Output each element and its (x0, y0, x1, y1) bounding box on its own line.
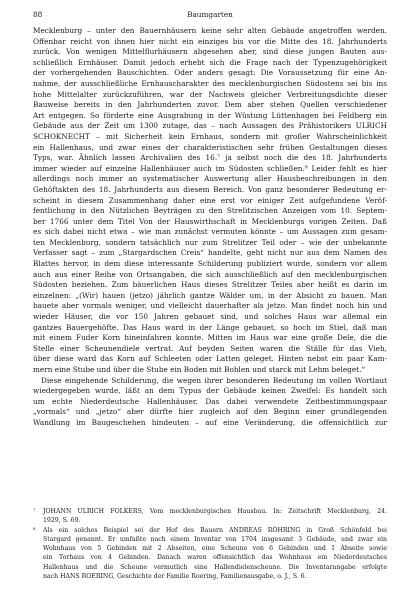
footnote-line (33, 535, 387, 544)
footnote-mark: ⁷ (33, 508, 36, 515)
body-line: wiedergegeben wurde, läßt an dem Typus der Gebäude keinen Zweifel: Es handelt sich (33, 386, 387, 396)
body-line: Gebäude aus der Zeit um 1300 zutage, das – nach Aussagen des Prähistorikers ULRICH (33, 121, 387, 131)
body-line: gantzes Bauergehöfte. Das Haus ward in der Länge gebauet, so hoch im Stiel, daß man (33, 322, 387, 332)
footnote-line (33, 526, 387, 535)
footnote-line (33, 516, 387, 525)
footnote-text: JOHANN ULRICH FOLKERS, Vom mecklenburgischen Hausbau. In: Zeitschrift Mecklenburg, 24. (43, 508, 387, 515)
footnote-text: Wohnhaus von 5 Gebinden mit 2 Abseiten, eine Scheune von 6 Gebinden und 1 Abseite sowie (43, 545, 387, 553)
body-line: Stelle einer Scheunendiele vertrat. Auf beyden Seiten waren die Ställe für das Vieh, (33, 343, 387, 353)
body-line: Diese eingehende Schilderung, die wegen ihrer besonderen Bedeutung im vollen Wortlaut (41, 375, 387, 385)
footnotes (33, 507, 387, 581)
page-header (33, 10, 387, 22)
footnote-line (33, 553, 387, 562)
body-line: mern eine Stube und über die Stube ein Boden mit Bohlen und starck mit Lehm beleget.“ (33, 365, 366, 374)
footnote-text: ein Torhaus von 4 Gebinden. Danach waren offensichtlich das Wohnhaus ein Niederdeutsches (43, 554, 387, 562)
body-line: einzelnen: „(Wir) hauen (jetzo) jährlich gantze Wälder um, in der Absicht zu bauen. Man (33, 290, 387, 300)
footnote-text: Als ein solches Beispiel sei der Hof des Bauern ANDREAS RÖHRING in Groß Schönfeld bei (43, 526, 387, 534)
footnote-text: Hallenhaus und die Scheune vermutlich eine Hallendielenscheune. Die Inventarangabe erfolgte (43, 563, 387, 571)
running-head: Baumgarten (187, 10, 233, 19)
footnote-text: Stargard genannt. Er umfaßte nach einem Inventar von 1704 insgesamt 3 Gebäude, und zwar ein (43, 535, 387, 543)
body-line: Gehöftakten des 18. Jahrhunderts aus diesem Bereich. Von ganz besonderer Bedeutung er- (33, 184, 387, 194)
body-line: zurück. Von wenigen Mittelflurhäusern abgesehen aber, sind diese jungen Bauten aus- (33, 47, 387, 57)
body-line: SCHOKNECHT – mit Sicherheit kein Ernhaus, sondern mit großer Wahrscheinlichkeit (33, 131, 387, 141)
body-line: schließlich Ernhäuser. Damit jedoch erhebt sich die Frage nach der Typenzugehörigkeit (33, 57, 387, 67)
body-line: ten Mecklenburg, sondern tatsächlich nur zum Strelitzer Teil oder – wie der unbekannte (33, 237, 387, 247)
footnote-line (33, 563, 387, 572)
body-line: Verfasser sagt – zum „Stargardschen Creis“ handelte, geht nicht nur aus dem Namen des (33, 248, 387, 258)
body-line: wieder Häuser, die vor 150 Jahren gebauet sind, und solches Haus war allemal ein (33, 312, 387, 322)
body-line: ein Hallenhaus, und zwar eines der charakteristischen sehr frühen Gestaltungen dieses (33, 142, 387, 152)
body-line: „vormals“ und „jetzo“ aber dürfte hier zugleich auf den Beginn einer grundlegenden (33, 407, 387, 417)
body-line: Offenbar reicht von ihnen hier nicht ein einziges bis vor die Mitte des 18. Jahrhunderts (33, 36, 387, 46)
body-line: scheint in diesem Zusammenhang daher eine erst vor einiger Zeit aufgefundene Veröf- (33, 195, 387, 205)
body-line: nahme, der ausschließliche Ernhauscharakter des mecklenburgischen Südostens sei bis ins (33, 78, 387, 88)
footnote-text: nach HANS ROERING, Geschichte der Familie Roering, Familienausgabe, o. J., S. 6. (43, 573, 307, 581)
page-number: 88 (33, 10, 43, 19)
body-line: Bauweise bereits in den Jahrhunderten zuvor. Dem aber stehen Quellen verschiedener (33, 100, 387, 110)
footnote-line (33, 572, 387, 581)
footnote-text: 1929, S. 69. (43, 517, 81, 525)
body-line: Wandlung im Baugeschehen hindeuten – auf eine Veränderung, die offensichtlich zur (33, 417, 387, 427)
body-line: bauete aber vormals weniger, und vielleicht dauerhafter als jetzo. Man findet noch hin und (33, 301, 387, 311)
body-text (33, 26, 387, 429)
body-line: ber 1766 unter dem Titel Von der Hauswirthschaft in Mecklenburgs vorigen Zeiten. Daß (33, 216, 387, 226)
body-line: Südosten beziehen. Zum bäuerlichen Haus dieses Strelitzer Teiles aber heißt es darin im (33, 280, 387, 290)
body-line: über diese ward das Korn auf Schleeten oder Latten geleget. Hinten nebst ein paar Kam- (33, 354, 387, 364)
body-line: auch aus einer Reihe von Ortsangaben, die sich ausschließlich auf den mecklenburgischen (33, 269, 387, 279)
body-line: Blattes hervor, in dem diese interessante Schilderung publiziert wurde, sondern vor allem (33, 259, 387, 269)
body-line: um echte Niederdeutsche Hallenhäuser. Das dabei verwendete Zeitbestimmungspaar (33, 396, 387, 406)
body-line: Mecklenburg – unter den Bauernhäusern keine sehr alten Gebäude angetroffen werden. (33, 26, 387, 35)
body-line: Art entgegen. So förderte eine Ausgrabung in der Wüstung Lüttenhagen bei Feldberg ein (33, 110, 387, 120)
body-line: mit einem Fuder Korn hineinfahren konnte. Mitten im Haus war eine große Dele, die die (33, 333, 387, 343)
body-line: allerdings noch immer an systematischer Auswertung aller Hausbeschreibungen in den (33, 174, 387, 184)
body-line: der vorhergehenden Bauschichten. Oder anders gesagt: Die Voraussetzung für eine An- (33, 68, 387, 78)
body-line: hohe Mittelalter zurückzuführen, war der Nachweis gleicher Verbreitungsdichte dieser (33, 89, 387, 99)
footnote-line (33, 507, 387, 516)
body-line: es sich dabei nicht etwa – wie man zunächst vermuten könnte – um Aussagen zum gesam- (33, 227, 387, 237)
body-line: fentlichung in den Nützlichen Beyträgen zu den Strelitzischen Anzeigen vom 10. Septem- (33, 206, 387, 216)
footnote-line (33, 544, 387, 553)
body-line: immer wieder auf einzelne Hallenhäuser auch im Südosten schließen.⁸ Leider fehlt es hier (33, 163, 387, 173)
footnote-mark: ⁸ (33, 526, 36, 534)
body-line: Typs, war. Ähnlich lassen Archivalien des 16.⁷ ja selbst noch die des 18. Jahrhunderts (33, 153, 387, 163)
